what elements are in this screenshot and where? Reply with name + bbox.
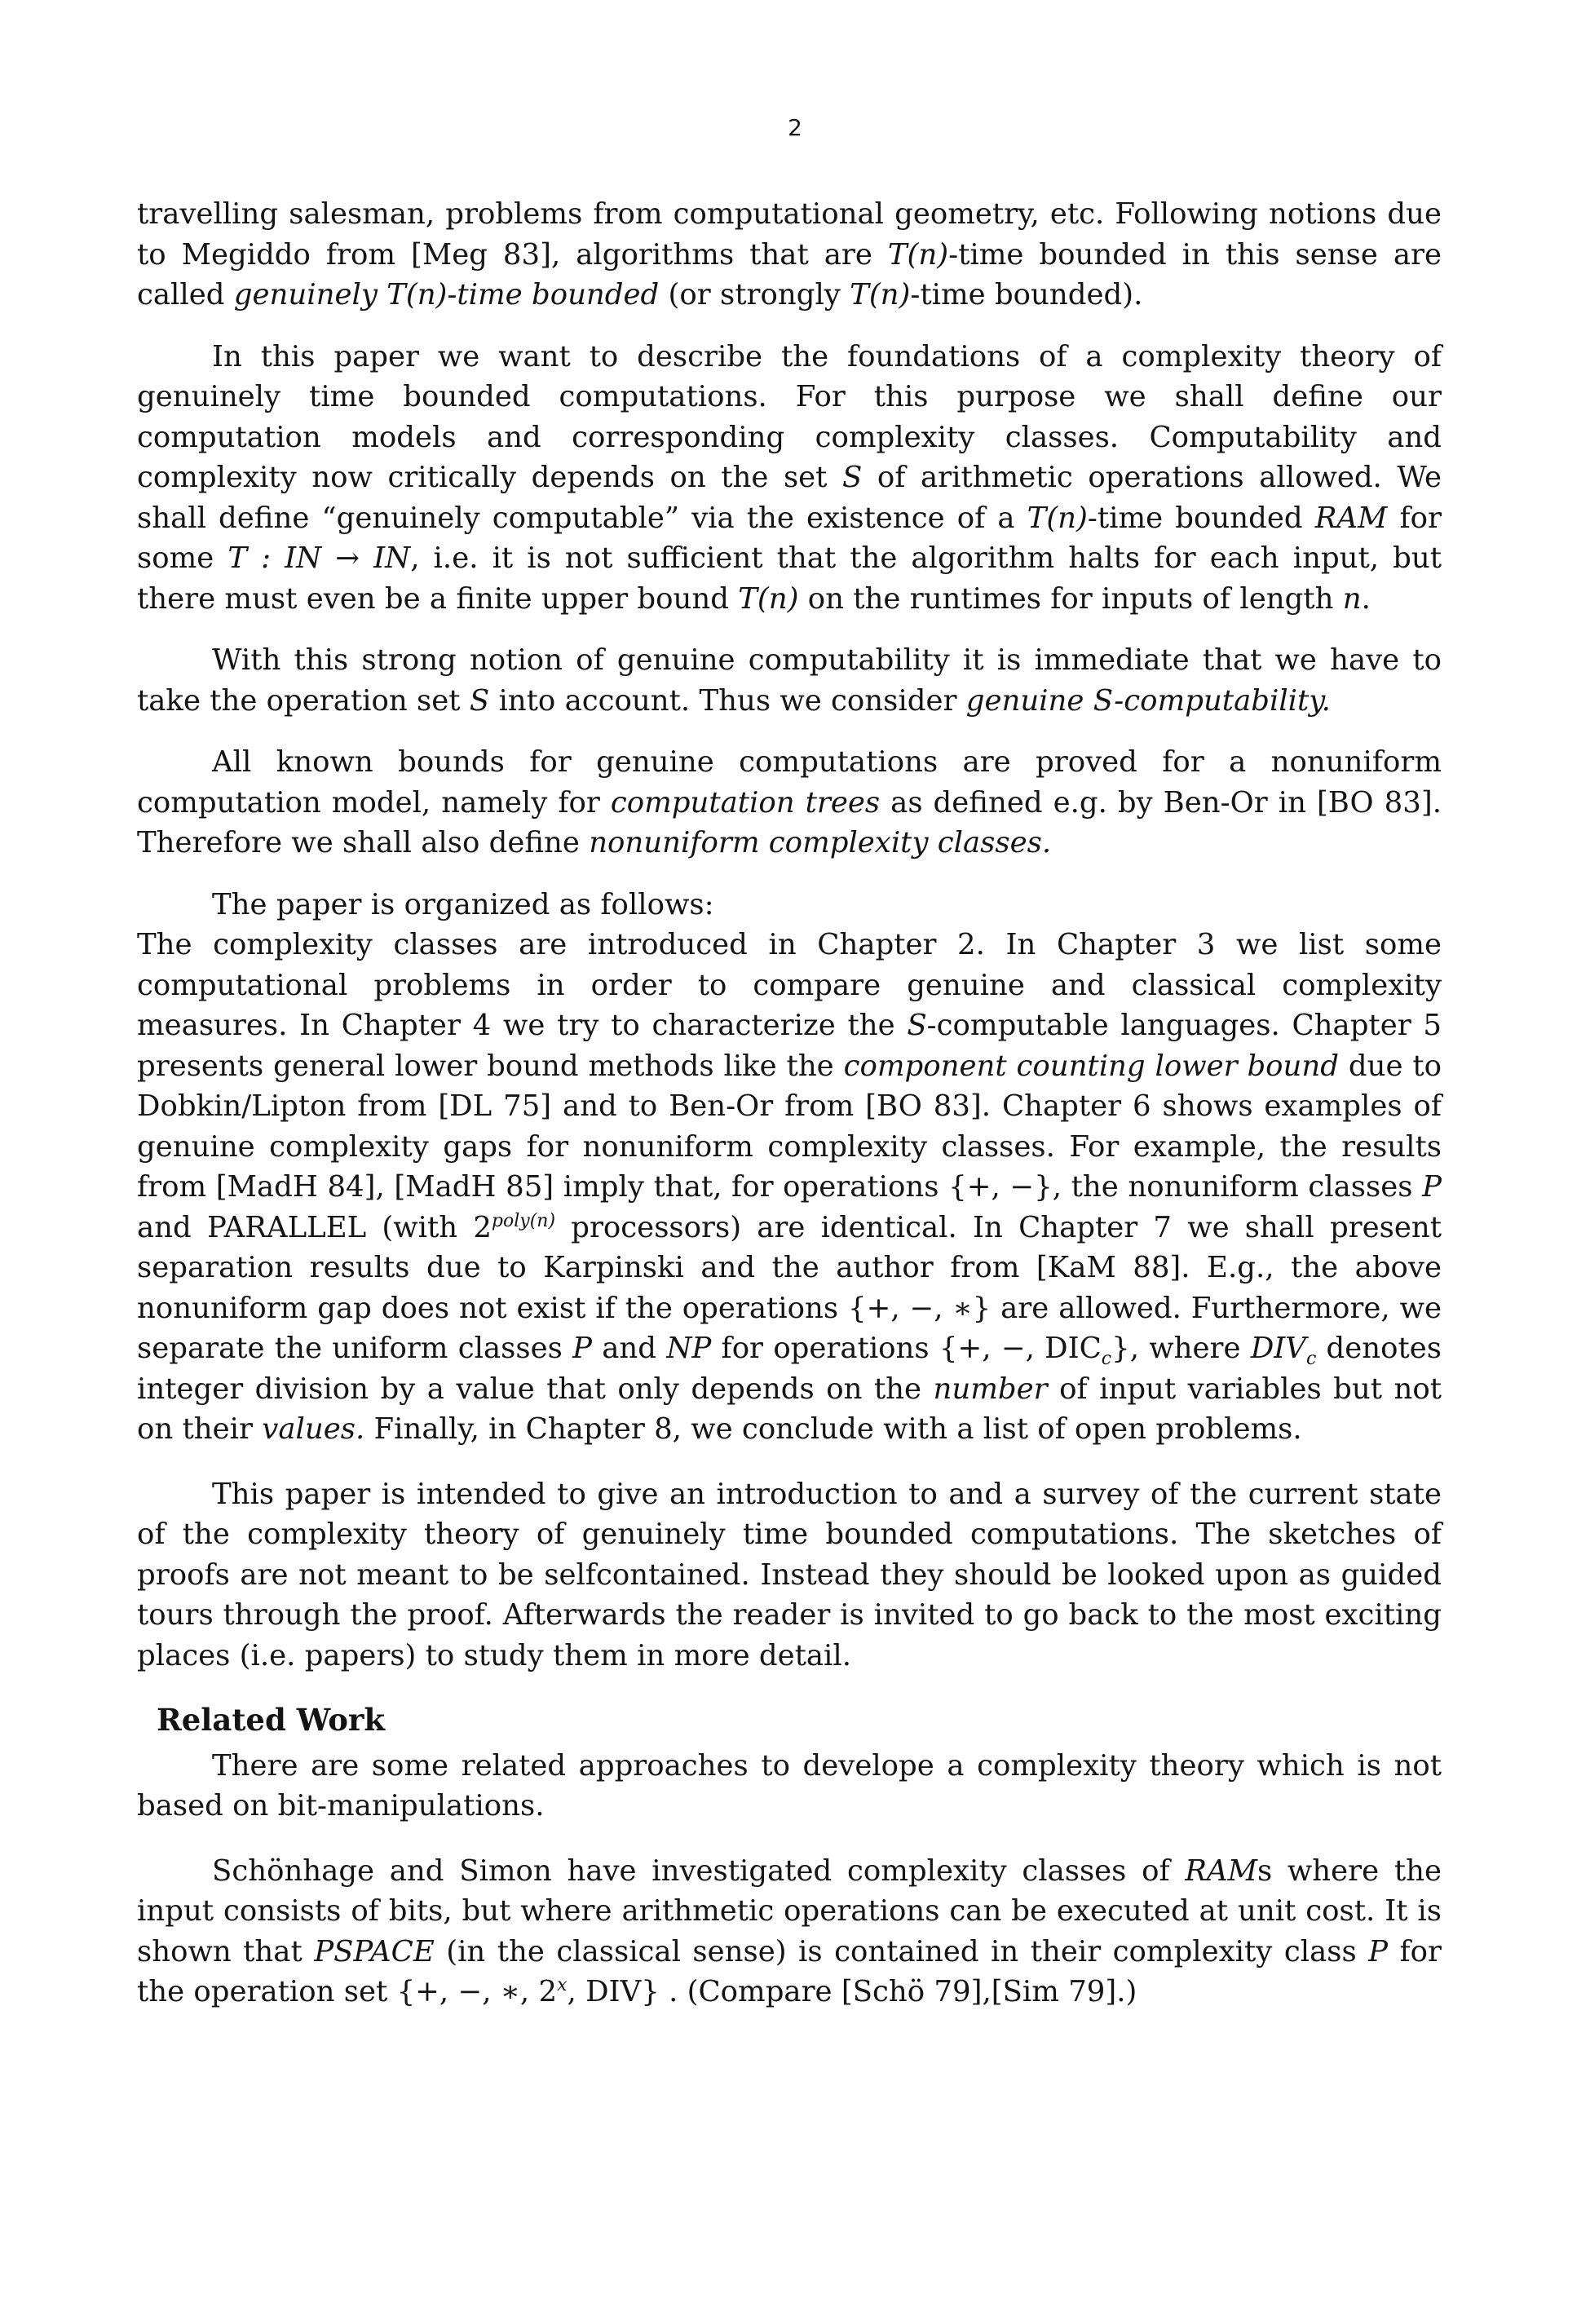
text-run: due to Dobkin/Lipton from [DL 75] and to Ben-Or from [BO 83]. Chapter 6 shows examples of genuine complexity gaps for nonuniform complexity classes. For example, the results from [MadH 84], [MadH 85] imply that, for operations [137,1049,1442,1204]
term-genuinely-time-bounded: genuinely T(n)-time bounded [233,278,660,311]
math-p: P [572,1332,592,1365]
math-ops: {+, −, DIC [939,1332,1102,1365]
paragraph-8 [137,1851,1442,2013]
text-run: denotes integer division by a value that only depends on the [137,1332,1442,1406]
paragraph-5-intro: The paper is organized as follows: [212,887,714,921]
math-ops: {+, −, ∗} [848,1291,992,1325]
text-run: , i.e. it is not sufficient that the algorithm halts for each input, but there must even be a finite upper bound [137,541,1442,616]
paragraph-7: There are some related approaches to develope a complexity theory which is not based on bit-manipulations. [137,1748,1442,1823]
math-poly-exponent: poly(n) [491,1210,556,1231]
math-tn: T(n) [887,237,949,272]
text-run: and [591,1332,667,1365]
text-run: as defined e.g. by Ben-Or in [BO 83]. Therefore we shall also define [137,785,1442,859]
term-values: values. [262,1412,365,1446]
math-two: 2 [473,1210,492,1244]
text-run: (or strongly [659,278,850,311]
text-run: into account. Thus we consider [489,683,966,718]
text-run: of arithmetic operations allowed. We shall define “genuinely computable” via the existence of a [137,461,1442,535]
math-s: S [907,1009,927,1042]
term-component-counting-lower-bound: component counting lower bound [843,1049,1340,1083]
text-run: -time bounded [1087,501,1315,535]
text-run: processors) are identical. In Chapter 7 we shall present separation results due to Karpinski and the author from [KaM 88]. E.g., the above nonuniform gap does not exist if the operations [137,1210,1442,1325]
math-subscript: c [1101,1349,1112,1370]
paragraph-1 [137,194,1442,316]
section-heading: Related Work [157,1702,386,1738]
term-computation-trees: computation trees [610,785,881,820]
text-run: s where the input consists of bits, but where arithmetic operations can be executed at unit cost. It is shown that [137,1853,1442,1968]
text-run: (in the classical sense) is contained in their complexity class [434,1934,1369,1968]
math-p: P [1368,1934,1389,1968]
text-run: -time bounded). [910,278,1143,311]
math-p: P [1422,1170,1442,1204]
text-run: -time bounded in this sense are called [137,237,1442,311]
math-tn: T(n) [738,581,799,616]
text-run: . (Compare [Schö 79],[Sim 79].) [659,1975,1137,2008]
math-n: n [1342,581,1362,616]
term-nonuniform-complexity-classes: nonuniform complexity classes. [589,826,1052,859]
math-s: S [842,461,863,494]
term-number: number [933,1372,1048,1406]
text-run: In this paper we want to describe the foundations of a complexity theory of genuinely time bounded computations. For this purpose we shall define our computation models and corresponding complexity classes. Computability and complexity now critically depends on the set [137,339,1442,494]
text-run: for some [137,501,1442,575]
math-ops: , DIV} [567,1975,660,2008]
math-exponent-x: x [557,1975,568,1996]
math-subscript: c [1305,1349,1317,1370]
text-run: -computable languages. Chapter 5 presents general lower bound methods like the [137,1009,1442,1083]
text-run: for operations [711,1332,939,1365]
paragraph-5 [137,925,1442,1450]
text-run: for the operation set [137,1934,1442,2008]
text-run: Finally, in Chapter 8, we conclude with a list of open problems. [364,1412,1302,1446]
text-run: With this strong notion of genuine computability it is immediate that we have to take the operation set [137,643,1442,718]
math-tn: T(n) [850,278,911,311]
paragraph-3 [137,640,1442,721]
text-run: on the runtimes for inputs of length [798,581,1343,616]
math-ops: } [1111,1332,1130,1365]
term-genuine-s-computability: genuine S-computability. [965,683,1331,718]
math-div: DIV [1250,1332,1306,1365]
text-run: are allowed. Furthermore, we separate the uniform classes [137,1291,1442,1365]
text-run: travelling salesman, problems from computational geometry, etc. Following notions due to Megiddo from [Meg 83], algorithms that are [137,197,1442,272]
page-body [137,194,1442,2013]
text-run: . [1361,581,1371,616]
math-ops: {+, −, ∗, 2 [396,1975,558,2008]
math-s: S [469,683,490,718]
paragraph-6: This paper is intended to give an introduction to and a survey of the current state of the complexity theory of genuinely time bounded computations. The sketches of proofs are not meant to be selfcontained. Instead they should be looked upon as guided tours through the proof. Afterwards the reader is invited to go back to the most exciting places (i.e. papers) to study them in more detail. [137,1477,1442,1672]
text-run: of input variables but not on their [137,1372,1442,1446]
text-run: Schönhage and Simon have investigated complexity classes of [212,1853,1186,1888]
paragraph-4 [137,742,1442,864]
math-np: NP [666,1332,712,1365]
text-run: All known bounds for genuine computations are proved for a nonuniform computation model, namely for [137,745,1442,820]
math-pspace: PSPACE [314,1934,435,1968]
text-run: The complexity classes are introduced in Chapter 2. In Chapter 3 we list some computational problems in order to compare genuine and classical complexity measures. In Chapter 4 we try to characterize the [137,928,1442,1042]
text-run: , where [1129,1332,1251,1365]
math-mapping: T : IN → IN [227,541,411,575]
text-run: and PARALLEL (with [137,1210,474,1244]
text-run: , the nonuniform classes [1052,1170,1423,1204]
math-tn: T(n) [1027,501,1088,535]
math-ops: {+, −} [948,1170,1053,1204]
math-ram: RAM [1185,1853,1258,1888]
math-ram: RAM [1314,501,1388,535]
paragraph-2 [137,337,1442,620]
page-number: 2 [788,114,802,141]
